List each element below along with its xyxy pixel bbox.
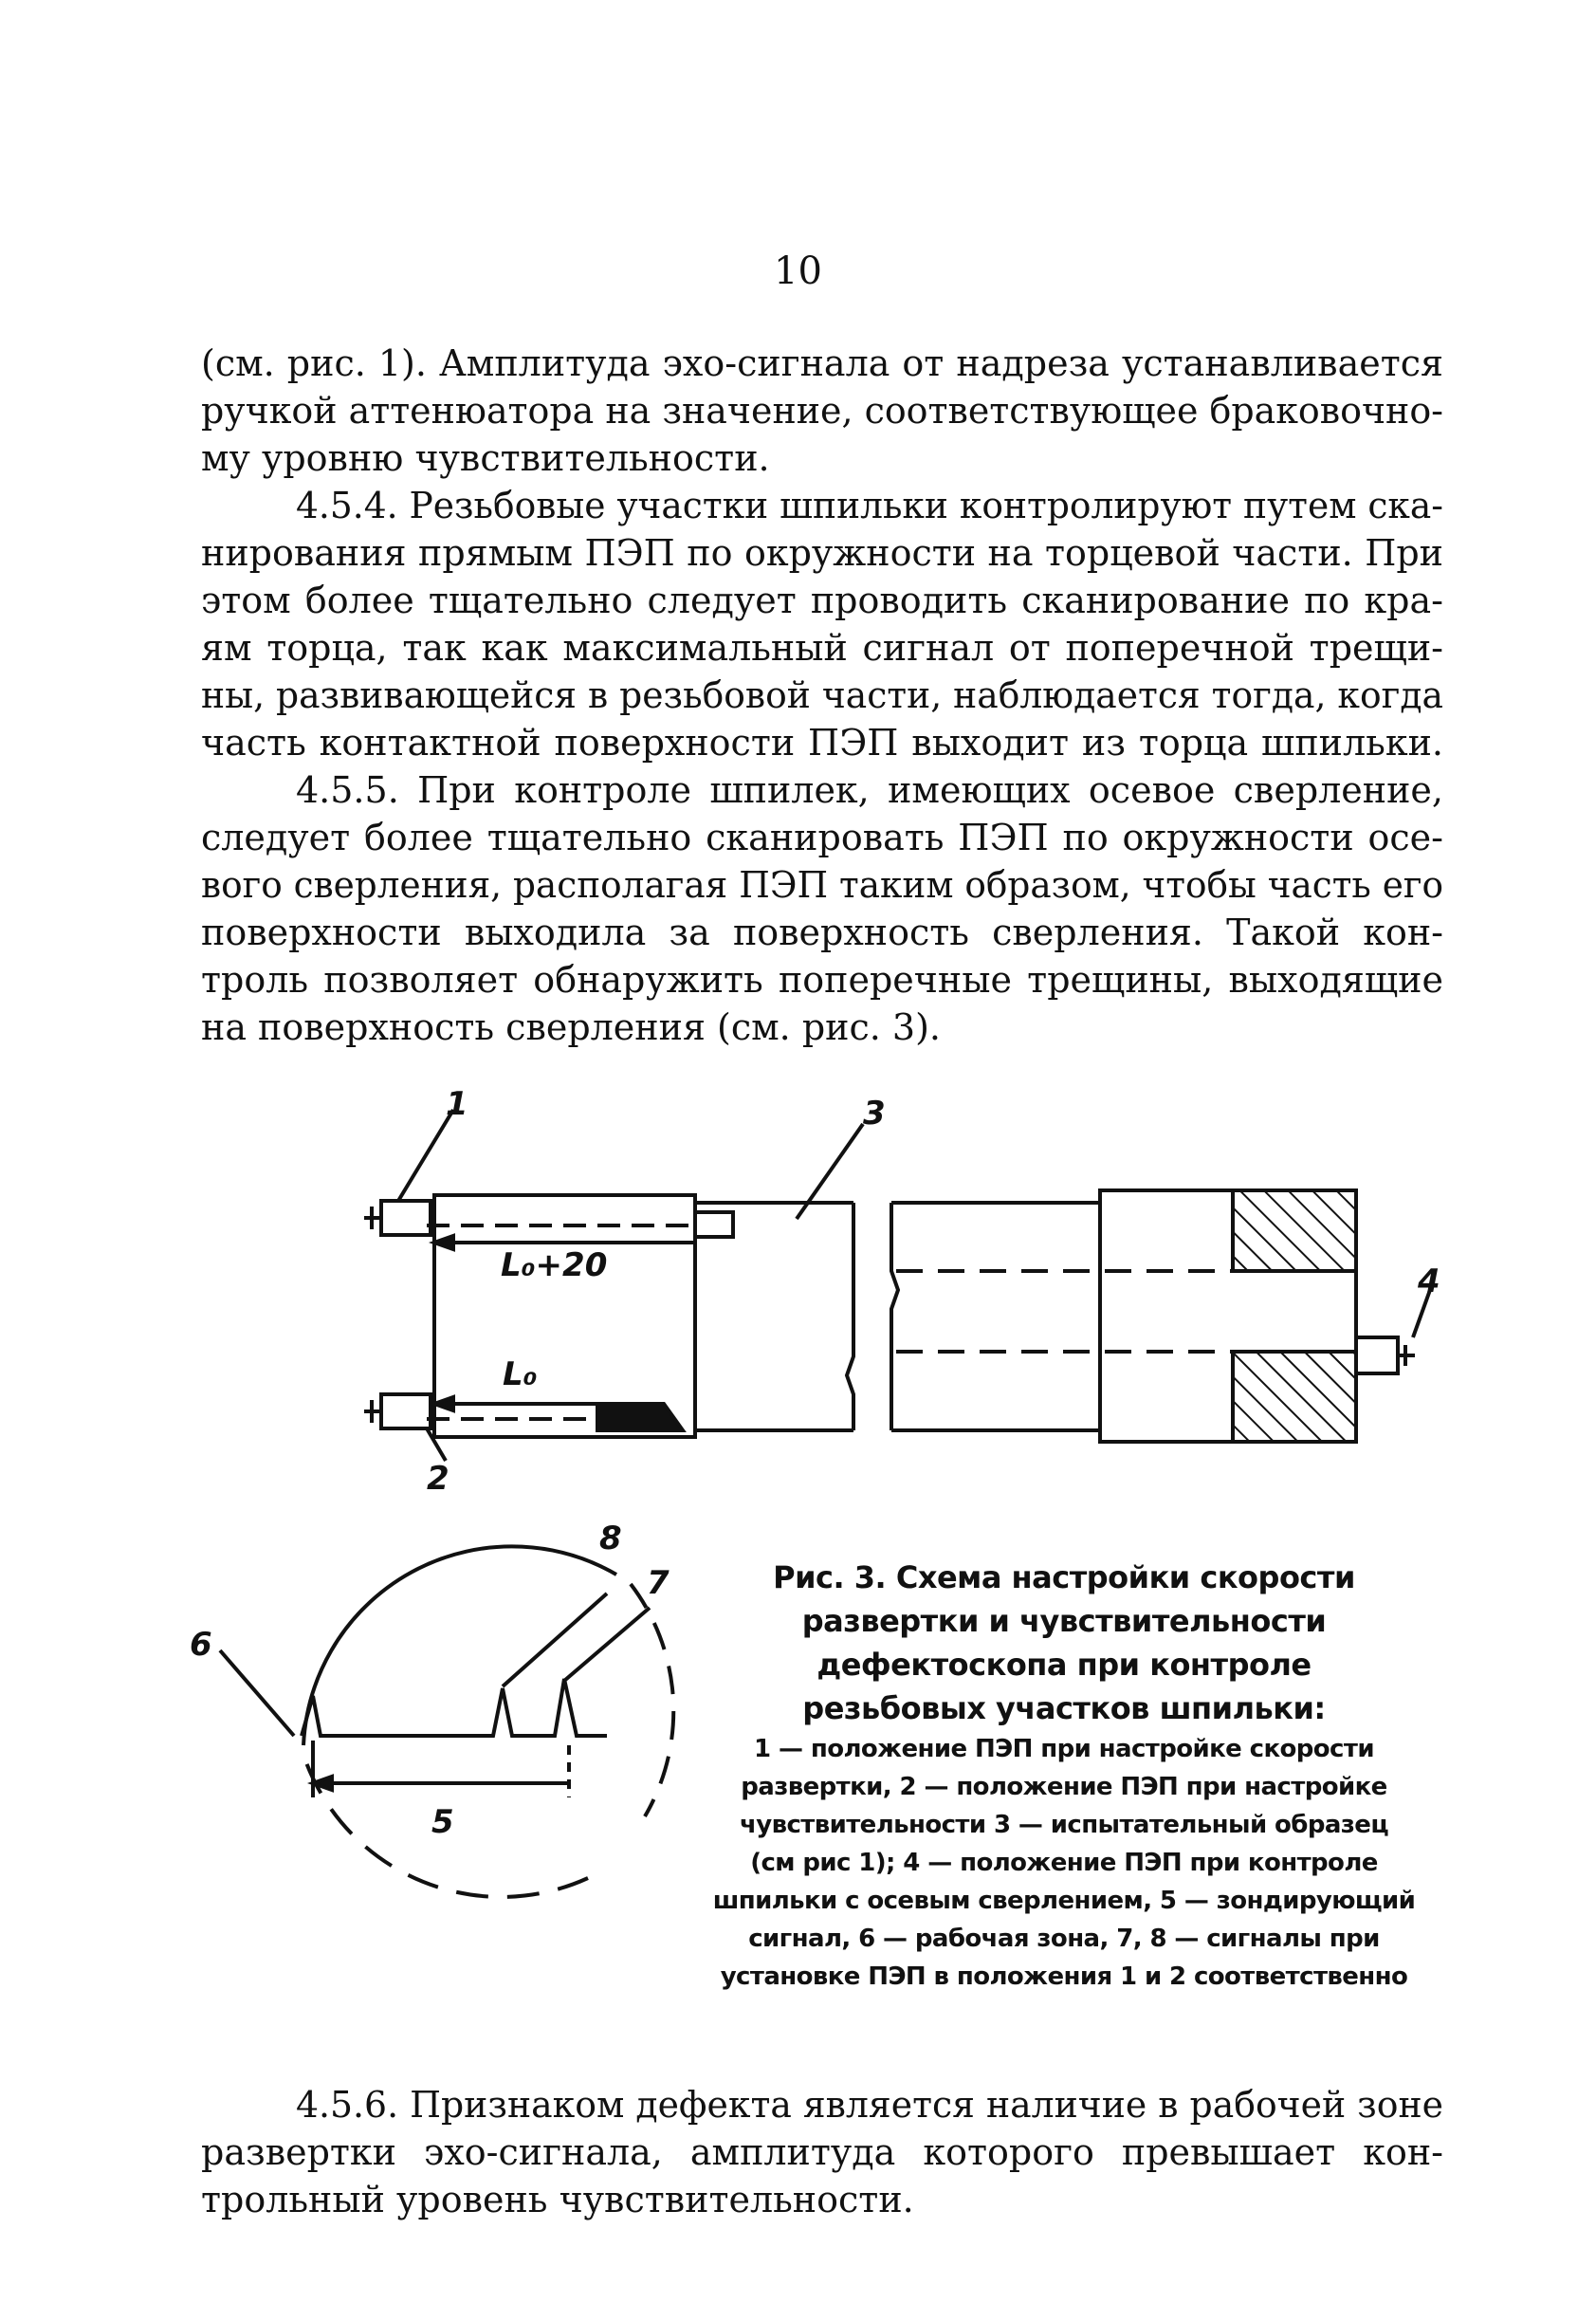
text-line: троль позволяет обнаружить поперечные трещины, выходящие: [201, 959, 1443, 1001]
caption-legend-line: сигнал, 6 — рабочая зона, 7, 8 — сигналы при: [748, 1925, 1380, 1953]
text-line: развертки эхо-сигнала, амплитуда которого превышает кон-: [201, 2131, 1443, 2173]
caption-title-line: Рис. 3. Схема настройки скорости: [773, 1559, 1355, 1595]
hatched-top: [1233, 1190, 1356, 1271]
specimen-block: [434, 1195, 695, 1437]
caption-legend-line: 1 — положение ПЭП при настройке скорости: [754, 1735, 1374, 1763]
caption-title-line: дефектоскопа при контроле: [816, 1647, 1312, 1683]
text-line: ям торца, так как максимальный сигнал от поперечной трещи-: [201, 627, 1443, 669]
caption-legend-line: развертки, 2 — положение ПЭП при настройке: [741, 1773, 1387, 1801]
figure-caption: [685, 1556, 1443, 1996]
text-line: трольный уровень чувствительности.: [201, 2179, 914, 2220]
text-line: ручкой аттенюатора на значение, соответствующее браковочно-: [201, 390, 1443, 432]
caption-legend-line: шпильки с осевым сверлением, 5 — зондирующий: [712, 1887, 1416, 1915]
caption-legend-line: чувствительности 3 — испытательный образец: [740, 1811, 1388, 1839]
figure-label-1: 1: [446, 1085, 468, 1123]
text-line: 4.5.4. Резьбовые участки шпильки контролируют путем ска-: [296, 485, 1443, 526]
figure-label-2: 2: [427, 1460, 449, 1498]
page-number: 10: [774, 249, 822, 293]
body-text-bottom: [201, 2081, 1443, 2223]
figure-label-8: 8: [599, 1520, 622, 1557]
caption-legend-line: (см рис 1); 4 — положение ПЭП при контроле: [750, 1849, 1378, 1877]
probe-2: [381, 1394, 431, 1428]
text-line: следует более тщательно сканировать ПЭП по окружности осе-: [201, 817, 1443, 858]
text-line: 4.5.5. При контроле шпилек, имеющих осевое сверление,: [296, 769, 1443, 811]
probe-4: [1356, 1337, 1398, 1373]
caption-title-line: развертки и чувствительности: [801, 1603, 1327, 1639]
figure-label-7: 7: [647, 1564, 670, 1602]
paragraph: [201, 2081, 1443, 2223]
caption-legend-line: установке ПЭП в положения 1 и 2 соответственно: [720, 1962, 1408, 1991]
figure-label-5: 5: [431, 1803, 454, 1841]
text-line: этом более тщательно следует проводить сканирование по кра-: [201, 580, 1443, 621]
caption-title: [685, 1556, 1443, 1730]
dimension-label-bottom: L₀: [503, 1355, 538, 1393]
text-line: на поверхность сверления (см. рис. 3).: [201, 1006, 942, 1048]
dimension-label-top: L₀+20: [501, 1246, 608, 1284]
text-line: часть контактной поверхности ПЭП выходит из торца шпильки.: [201, 722, 1443, 764]
caption-title-line: резьбовых участков шпильки:: [802, 1690, 1326, 1726]
figure-label-4: 4: [1418, 1262, 1440, 1300]
figure-label-6: 6: [190, 1626, 212, 1664]
text-line: 4.5.6. Признаком дефекта является наличие в рабочей зоне: [296, 2084, 1443, 2126]
figure-label-3: 3: [863, 1095, 886, 1133]
screen-circle: [303, 1546, 616, 1745]
text-line: ны, развивающейся в резьбовой части, наблюдается тогда, когда: [201, 674, 1443, 716]
caption-legend: [685, 1730, 1443, 1996]
text-line: (см. рис. 1). Амплитуда эхо-сигнала от надреза устанавливается: [201, 342, 1443, 384]
text-line: му уровню чувствительности.: [201, 437, 770, 479]
text-line: вого сверления, располагая ПЭП таким образом, чтобы часть его: [201, 864, 1443, 906]
probe-1: [381, 1201, 431, 1235]
text-line: нирования прямым ПЭП по окружности на торцевой части. При: [201, 532, 1443, 574]
text-line: поверхности выходила за поверхность сверления. Такой кон-: [201, 912, 1443, 953]
hatched-bottom: [1233, 1352, 1356, 1442]
